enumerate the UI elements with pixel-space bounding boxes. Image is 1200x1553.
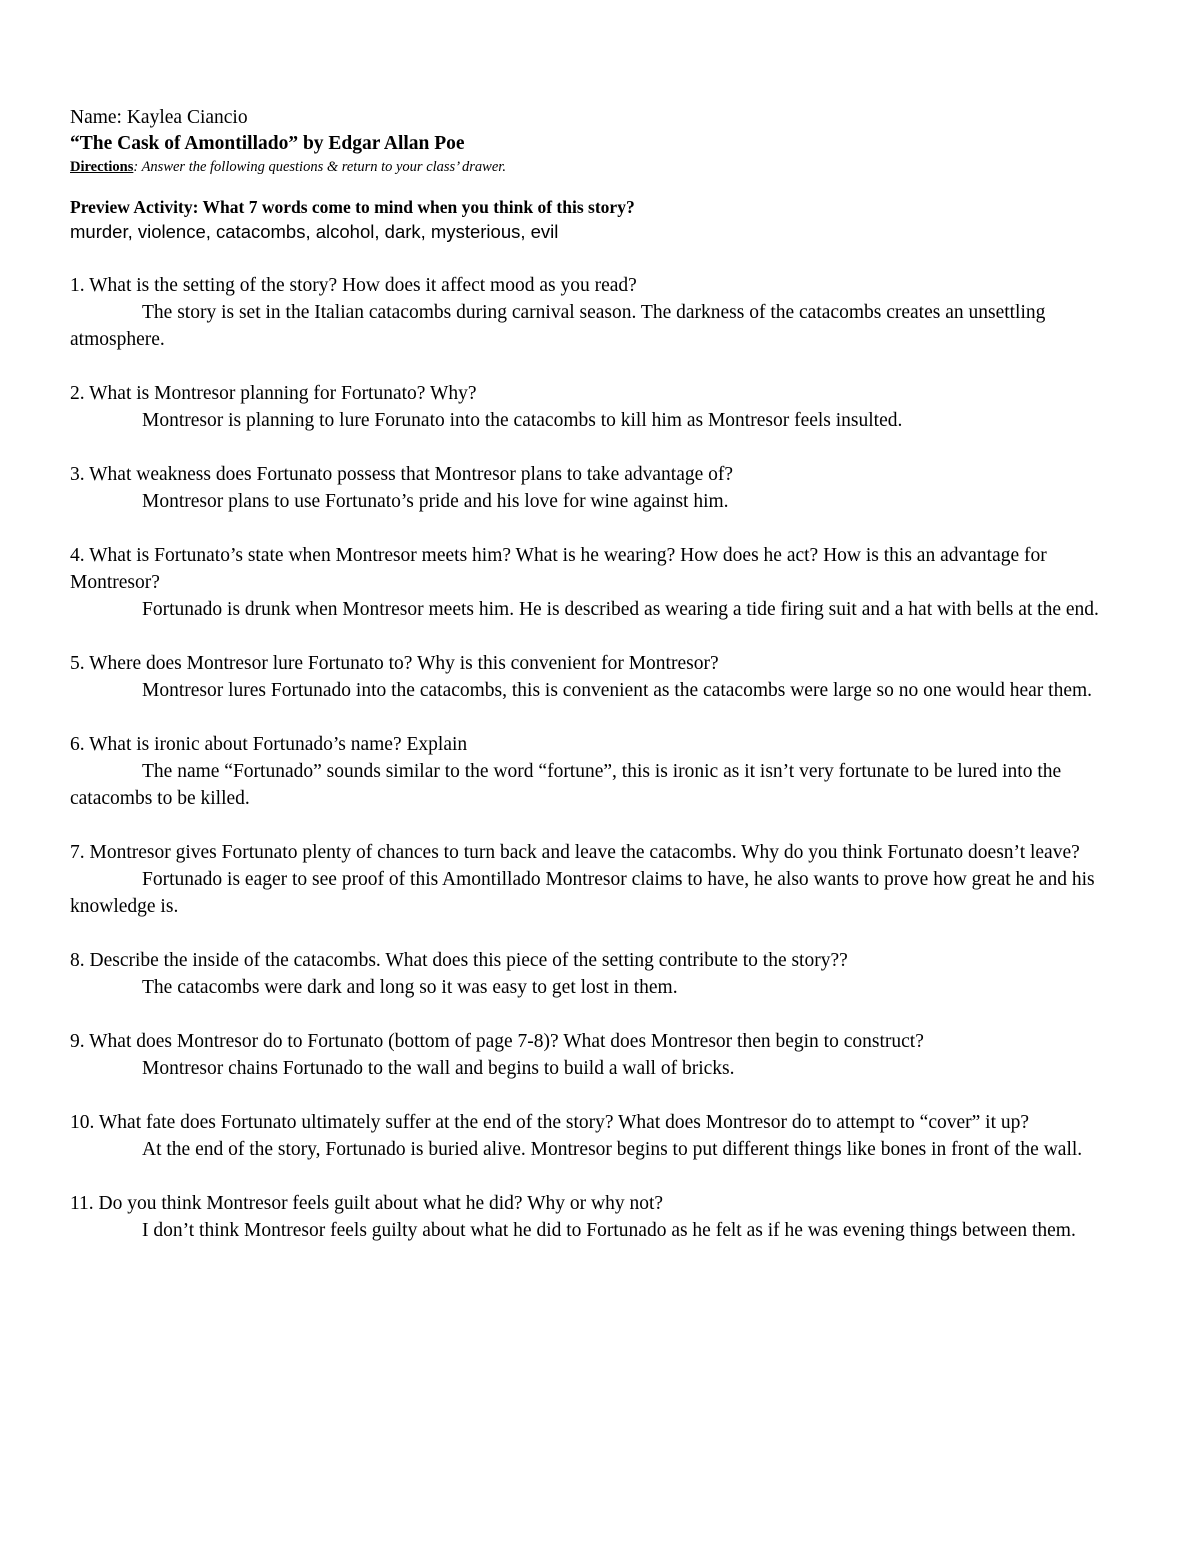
question-item-5: [70, 650, 1130, 704]
answer-text: Montresor lures Fortunado into the catacombs, this is convenient as the catacombs were large so no one would hear them.: [142, 680, 1093, 701]
question-item-8: [70, 947, 1130, 1001]
question-item-9: [70, 1028, 1130, 1082]
preview-activity: [70, 195, 1130, 245]
question-text: 11. Do you think Montresor feels guilt about what he did? Why or why not?: [70, 1193, 664, 1214]
question-item-10: [70, 1109, 1130, 1163]
directions-text: : Answer the following questions & return to your class’ drawer.: [133, 159, 506, 175]
preview-answer: murder, violence, catacombs, alcohol, dark, mysterious, evil: [70, 221, 559, 242]
question-item-3: [70, 461, 1130, 515]
question-item-11: [70, 1190, 1130, 1244]
question-text: 10. What fate does Fortunato ultimately suffer at the end of the story? What does Montresor do to attempt to “cover” it up?: [70, 1112, 1030, 1133]
answer-text: The name “Fortunado” sounds similar to the word “fortune”, this is ironic as it isn’t very fortunate to be lured into the catacombs to be killed.: [70, 761, 1062, 809]
question-item-1: [70, 272, 1130, 353]
question-text: 7. Montresor gives Fortunato plenty of chances to turn back and leave the catacombs. Why do you think Fortunato doesn’t leave?: [70, 842, 1080, 863]
directions: [70, 157, 1130, 177]
directions-label: Directions: [70, 159, 134, 175]
answer-text: Fortunado is eager to see proof of this Amontillado Montresor claims to have, he also wants to prove how great he and his knowledge is.: [70, 869, 1095, 917]
question-text: 3. What weakness does Fortunato possess that Montresor plans to take advantage of?: [70, 464, 734, 485]
answer-text: I don’t think Montresor feels guilty about what he did to Fortunado as he felt as if he was evening things between them.: [142, 1220, 1076, 1241]
answer-text: Fortunado is drunk when Montresor meets him. He is described as wearing a tide firing suit and a hat with bells at the end.: [142, 599, 1099, 620]
answer-text: Montresor is planning to lure Forunato into the catacombs to kill him as Montresor feels insulted.: [142, 410, 903, 431]
student-name: Name: Kaylea Ciancio: [70, 107, 248, 128]
question-text: 4. What is Fortunato’s state when Montresor meets him? What is he wearing? How does he act? How is this an advantage for Montresor?: [70, 545, 1047, 593]
question-text: 8. Describe the inside of the catacombs. What does this piece of the setting contribute to the story??: [70, 950, 848, 971]
header: [70, 104, 1130, 177]
answer-text: The story is set in the Italian catacombs during carnival season. The darkness of the catacombs creates an unsettling atmosphere.: [70, 302, 1046, 350]
document-title: “The Cask of Amontillado” by Edgar Allan Poe: [70, 133, 465, 154]
question-item-6: [70, 731, 1130, 812]
question-text: 6. What is ironic about Fortunado’s name? Explain: [70, 734, 468, 755]
answer-text: Montresor chains Fortunado to the wall and begins to build a wall of bricks.: [142, 1058, 735, 1079]
answer-text: Montresor plans to use Fortunato’s pride and his love for wine against him.: [142, 491, 729, 512]
question-item-4: [70, 542, 1130, 623]
question-text: 2. What is Montresor planning for Fortunato? Why?: [70, 383, 477, 404]
question-list: [70, 272, 1130, 1244]
question-text: 5. Where does Montresor lure Fortunato to? Why is this convenient for Montresor?: [70, 653, 719, 674]
preview-question: Preview Activity: What 7 words come to mind when you think of this story?: [70, 197, 635, 217]
question-text: 1. What is the setting of the story? How does it affect mood as you read?: [70, 275, 637, 296]
answer-text: At the end of the story, Fortunado is buried alive. Montresor begins to put different things like bones in front of the wall.: [142, 1139, 1083, 1160]
answer-text: The catacombs were dark and long so it was easy to get lost in them.: [142, 977, 678, 998]
question-item-7: [70, 839, 1130, 920]
question-item-2: [70, 380, 1130, 434]
question-text: 9. What does Montresor do to Fortunato (bottom of page 7-8)? What does Montresor then begin to construct?: [70, 1031, 924, 1052]
